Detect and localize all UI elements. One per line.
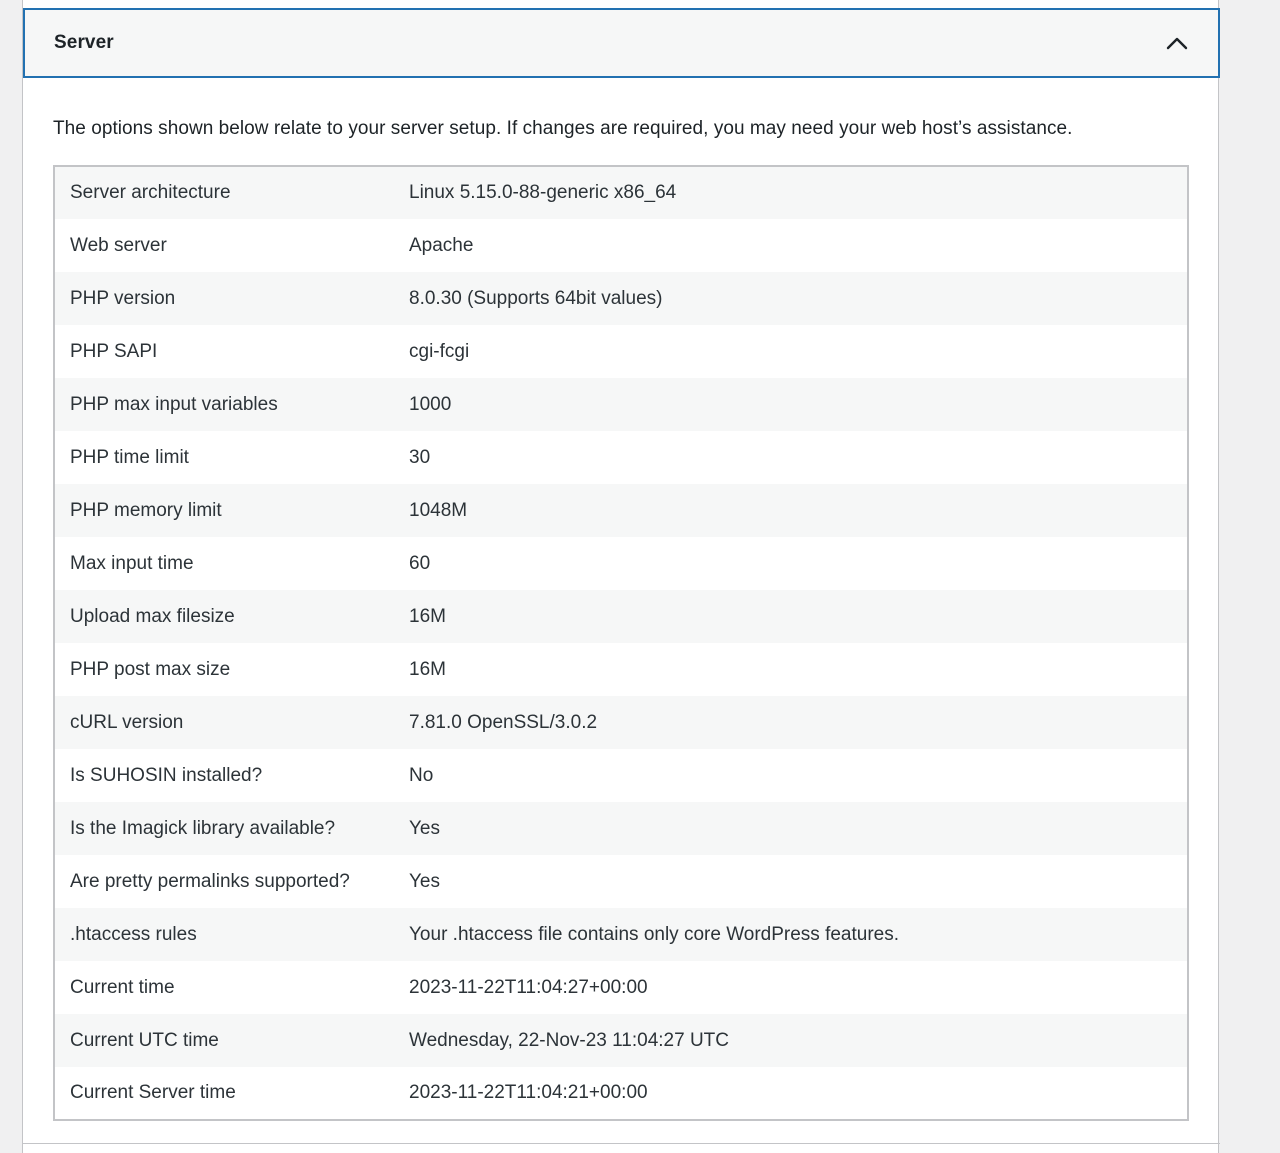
- row-value: 1000: [394, 378, 1188, 431]
- row-label: Is SUHOSIN installed?: [54, 749, 394, 802]
- table-row: [54, 802, 1188, 855]
- row-label: Current UTC time: [54, 1014, 394, 1067]
- row-value: 60: [394, 537, 1188, 590]
- row-value: Linux 5.15.0-88-generic x86_64: [394, 166, 1188, 219]
- chevron-up-icon[interactable]: [1164, 30, 1190, 56]
- table-row: [54, 272, 1188, 325]
- table-row: [54, 378, 1188, 431]
- server-section-toggle[interactable]: [23, 8, 1220, 78]
- row-label: Web server: [54, 219, 394, 272]
- table-row: [54, 325, 1188, 378]
- row-value: Your .htaccess file contains only core WordPress features.: [394, 908, 1188, 961]
- row-label: PHP memory limit: [54, 484, 394, 537]
- table-row: [54, 1014, 1188, 1067]
- row-value: Yes: [394, 855, 1188, 908]
- row-value: 8.0.30 (Supports 64bit values): [394, 272, 1188, 325]
- table-row: [54, 643, 1188, 696]
- row-label: Server architecture: [54, 166, 394, 219]
- row-value: 2023-11-22T11:04:21+00:00: [394, 1067, 1188, 1120]
- row-label: .htaccess rules: [54, 908, 394, 961]
- row-value: cgi-fcgi: [394, 325, 1188, 378]
- row-value: Apache: [394, 219, 1188, 272]
- site-health-panel: [22, 0, 1219, 1153]
- row-label: Are pretty permalinks supported?: [54, 855, 394, 908]
- table-row: [54, 696, 1188, 749]
- table-row: [54, 431, 1188, 484]
- row-label: Upload max filesize: [54, 590, 394, 643]
- row-value: Yes: [394, 802, 1188, 855]
- row-value: 7.81.0 OpenSSL/3.0.2: [394, 696, 1188, 749]
- row-label: PHP SAPI: [54, 325, 394, 378]
- row-value: Wednesday, 22-Nov-23 11:04:27 UTC: [394, 1014, 1188, 1067]
- row-label: Max input time: [54, 537, 394, 590]
- row-value: 30: [394, 431, 1188, 484]
- table-row: [54, 749, 1188, 802]
- table-row: [54, 537, 1188, 590]
- table-row: [54, 166, 1188, 219]
- section-title: Server: [54, 32, 114, 53]
- table-row: [54, 219, 1188, 272]
- table-row: [54, 1067, 1188, 1120]
- row-label: Current Server time: [54, 1067, 394, 1120]
- row-value: 2023-11-22T11:04:27+00:00: [394, 961, 1188, 1014]
- section-divider: [23, 1143, 1220, 1144]
- section-description: The options shown below relate to your server setup. If changes are required, you may need your web host’s assistance.: [53, 118, 1073, 139]
- row-label: Current time: [54, 961, 394, 1014]
- row-value: No: [394, 749, 1188, 802]
- row-value: 1048M: [394, 484, 1188, 537]
- table-row: [54, 961, 1188, 1014]
- table-row: [54, 484, 1188, 537]
- table-row: [54, 908, 1188, 961]
- server-info-table: [53, 165, 1189, 1121]
- row-value: 16M: [394, 590, 1188, 643]
- row-label: PHP version: [54, 272, 394, 325]
- table-row: [54, 590, 1188, 643]
- table-row: [54, 855, 1188, 908]
- row-label: PHP max input variables: [54, 378, 394, 431]
- row-label: Is the Imagick library available?: [54, 802, 394, 855]
- row-value: 16M: [394, 643, 1188, 696]
- row-label: cURL version: [54, 696, 394, 749]
- row-label: PHP time limit: [54, 431, 394, 484]
- panel-top-edge: [23, 0, 1218, 8]
- row-label: PHP post max size: [54, 643, 394, 696]
